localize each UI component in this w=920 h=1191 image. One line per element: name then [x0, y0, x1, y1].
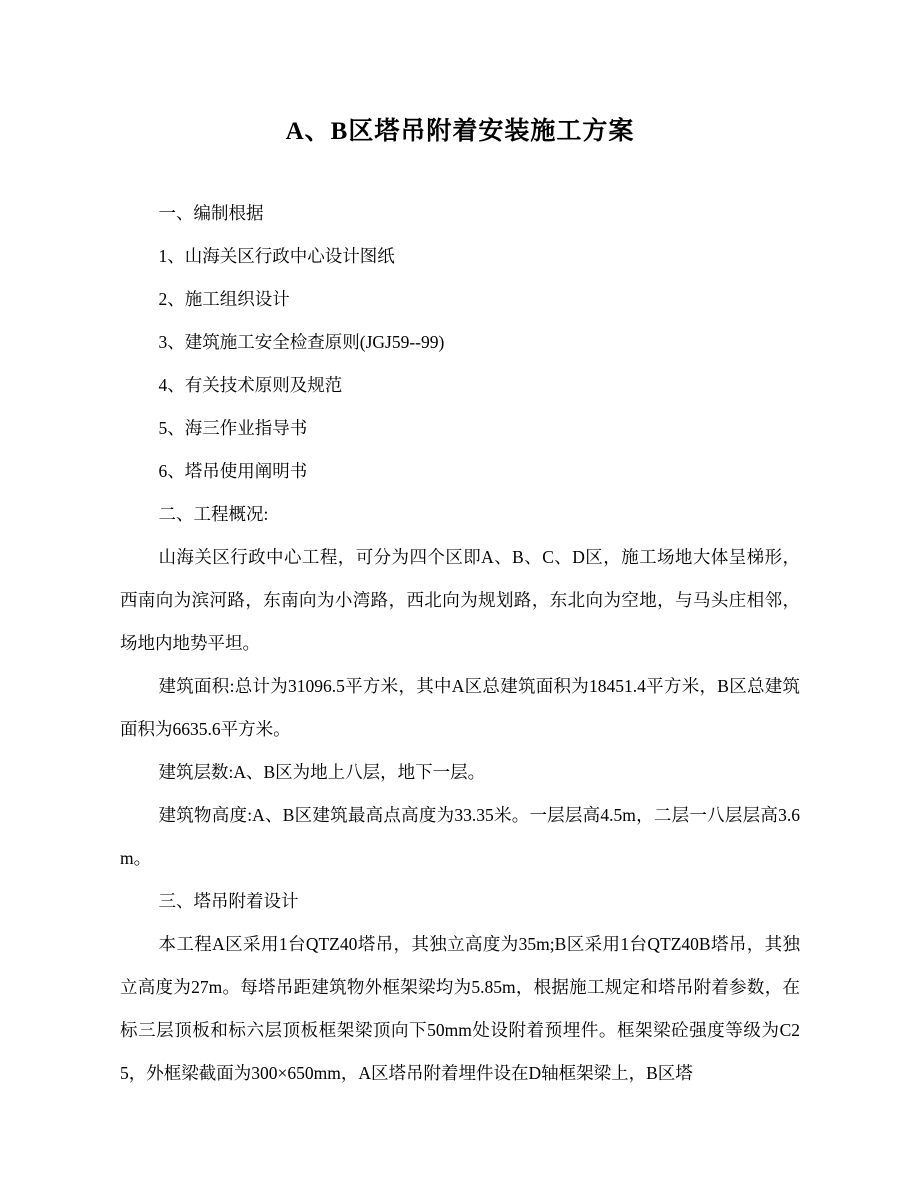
paragraph-project-overview: 山海关区行政中心工程，可分为四个区即A、B、C、D区，施工场地大体呈梯形，西南向为滨河路，东南向为小湾路，西北向为规划路，东北向为空地，与马头庄相邻，场地内地势平坦。: [120, 547, 800, 653]
document-title: A、B区塔吊附着安装施工方案: [285, 118, 635, 145]
paragraph-heading-crane-design: 三、塔吊附着设计: [158, 891, 299, 911]
paragraph-basis-item-2: 2、施工组织设计: [158, 289, 290, 309]
paragraph-heading-basis: 一、编制根据: [158, 203, 264, 223]
paragraph-heading-overview: 二、工程概况:: [158, 504, 269, 524]
paragraph-crane-design-body: 本工程A区采用1台QTZ40塔吊，其独立高度为35m;B区采用1台QTZ40B塔吊，其独立高度为27m。每塔吊距建筑物外框架梁均为5.85m，根据施工规定和塔吊附着参数，在标三层顶板和标六层顶板框架梁顶向下50mm处设附着预埋件。框架梁砼强度等级为C25，外框梁截面为300×650mm，A区塔吊附着埋件设在D轴框架梁上，B区塔: [120, 934, 800, 1083]
paragraph-basis-item-3: 3、建筑施工安全检查原则(JGJ59--99): [158, 332, 445, 352]
paragraph-basis-item-4: 4、有关技术原则及规范: [158, 375, 343, 395]
paragraph-building-floors: 建筑层数:A、B区为地上八层，地下一层。: [158, 762, 486, 782]
paragraph-building-area: 建筑面积:总计为31096.5平方米，其中A区总建筑面积为18451.4平方米，B区总建筑面积为6635.6平方米。: [120, 676, 800, 739]
paragraph-basis-item-1: 1、山海关区行政中心设计图纸: [158, 246, 395, 266]
paragraph-building-height: 建筑物高度:A、B区建筑最高点高度为33.35米。一层层高4.5m，二层一八层层高3.6m。: [120, 805, 800, 868]
paragraph-basis-item-6: 6、塔吊使用阐明书: [158, 461, 308, 481]
paragraph-basis-item-5: 5、海三作业指导书: [158, 418, 308, 438]
